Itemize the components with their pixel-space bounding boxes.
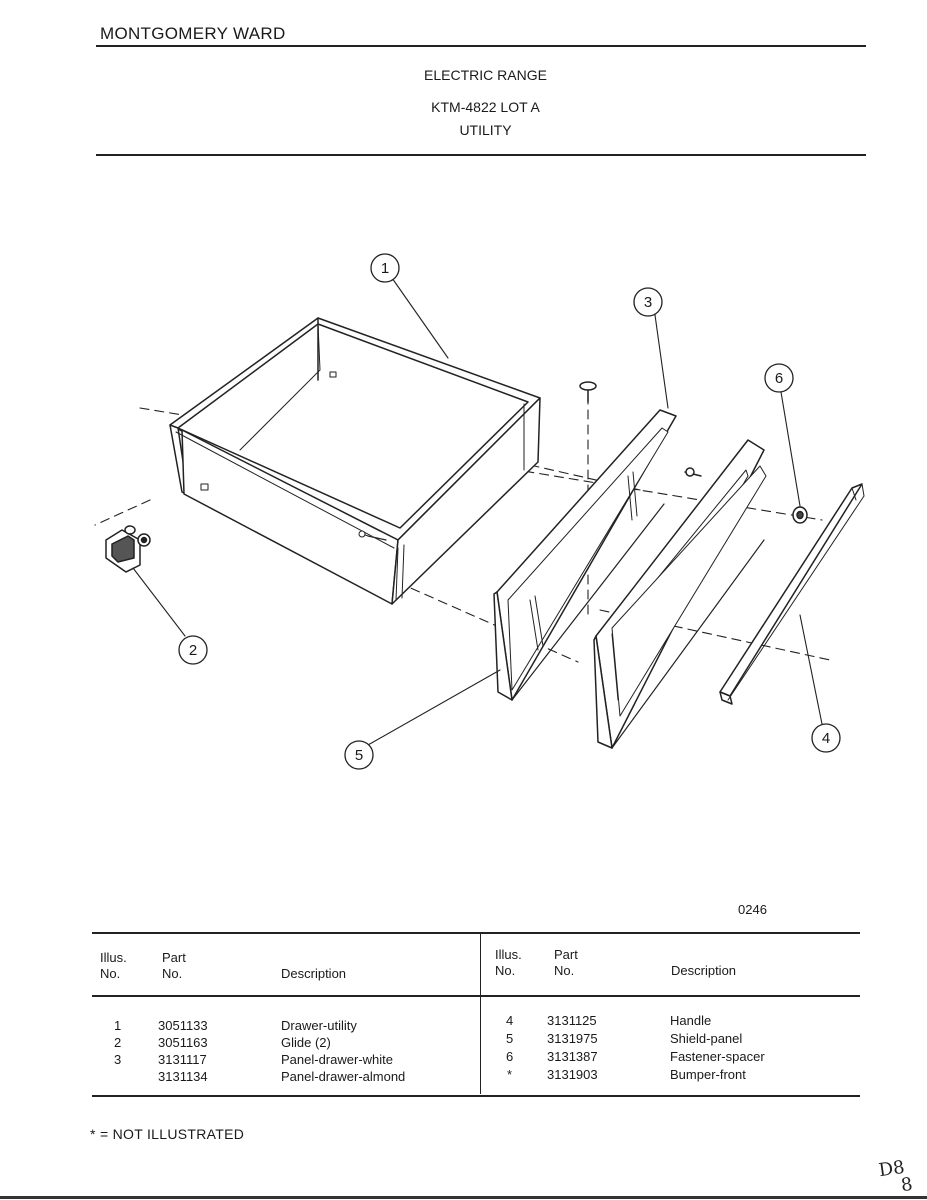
callout-2-label: 2 — [188, 642, 198, 659]
row-part: 3131975 — [547, 1031, 598, 1046]
footnote: * = NOT ILLUSTRATED — [90, 1126, 245, 1142]
callout-5-label: 5 — [354, 747, 364, 764]
row-description: Drawer-utility — [281, 1018, 357, 1033]
row-part: 3131387 — [547, 1049, 598, 1064]
glide-part — [106, 526, 150, 572]
table-header-rule — [92, 995, 860, 997]
row-illus: 1 — [114, 1018, 122, 1033]
callout-3-label: 3 — [643, 294, 653, 311]
table-bottom-rule — [92, 1095, 860, 1097]
scan-edge-line — [0, 1196, 927, 1199]
right-part-header: Part No. — [554, 947, 578, 978]
callout-6-label: 6 — [774, 370, 784, 387]
row-description: Fastener-spacer — [670, 1049, 765, 1064]
row-description: Glide (2) — [281, 1035, 331, 1050]
table-top-rule — [92, 932, 860, 934]
table-row — [495, 1012, 865, 1030]
row-illus: 5 — [506, 1031, 514, 1046]
handwritten-margin-mark: D8 8 — [877, 1156, 914, 1197]
callout-1-label: 1 — [380, 260, 390, 277]
table-divider — [480, 934, 481, 1094]
left-part-header: Part No. — [162, 950, 186, 981]
row-description: Handle — [670, 1013, 712, 1028]
row-description: Bumper-front — [670, 1067, 746, 1082]
row-description: Panel-drawer-white — [281, 1052, 393, 1067]
left-description-header: Description — [281, 966, 347, 981]
row-part: 3131903 — [547, 1067, 598, 1082]
doc-title: ELECTRIC RANGE — [424, 67, 547, 83]
table-row — [100, 1068, 470, 1085]
left-rows — [100, 1017, 470, 1085]
row-description: Shield-panel — [670, 1031, 743, 1046]
row-illus: 6 — [506, 1049, 514, 1064]
section-name: UTILITY — [459, 122, 512, 138]
row-illus: 2 — [114, 1035, 122, 1050]
table-row — [495, 1066, 865, 1084]
right-illus-header: Illus. No. — [495, 947, 522, 978]
table-row — [100, 1017, 470, 1034]
table-row — [495, 1030, 865, 1048]
left-illus-header: Illus. No. — [100, 950, 127, 981]
drawer-utility — [170, 318, 540, 604]
row-part: 3051133 — [158, 1018, 208, 1033]
callout-4-label: 4 — [821, 730, 831, 747]
table-row — [100, 1051, 470, 1068]
right-description-header: Description — [671, 963, 737, 978]
model-number: KTM-4822 LOT A — [431, 99, 540, 115]
row-illus: 4 — [506, 1013, 514, 1028]
fastener-spacer — [793, 507, 807, 523]
right-rows — [495, 1012, 865, 1084]
table-row — [100, 1034, 470, 1051]
table-row — [495, 1048, 865, 1066]
figure-number: 0246 — [738, 902, 767, 917]
row-part: 3131125 — [547, 1013, 597, 1028]
row-illus: 3 — [114, 1052, 122, 1067]
row-description: Panel-drawer-almond — [281, 1069, 406, 1084]
row-part: 3051163 — [158, 1035, 208, 1050]
row-part: 3131117 — [158, 1052, 207, 1067]
brand-name: MONTGOMERY WARD — [100, 24, 286, 43]
row-part: 3131134 — [158, 1069, 208, 1084]
row-illus: * — [507, 1067, 513, 1082]
